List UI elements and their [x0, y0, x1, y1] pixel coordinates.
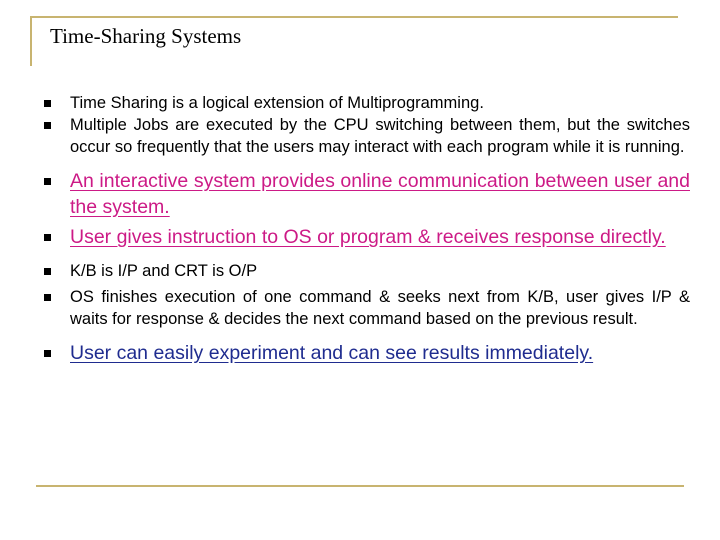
square-bullet-icon	[44, 178, 51, 185]
bullet-item	[44, 340, 690, 366]
bullet-text-highlight: An interactive system provides online communication between user and the system.	[70, 170, 690, 218]
bullet-text: OS finishes execution of one command & seeks next from K/B, user gives I/P & waits for response & decides the next command based on the previous result.	[70, 288, 690, 328]
top-divider-line	[30, 16, 678, 18]
left-divider-line	[30, 16, 32, 66]
bottom-divider-line	[36, 485, 684, 487]
bullet-item	[44, 114, 690, 158]
bullet-text-highlight: User gives instruction to OS or program & receives response directly.	[70, 226, 666, 248]
bullet-text: K/B is I/P and CRT is O/P	[70, 262, 258, 280]
bullet-text: Multiple Jobs are executed by the CPU switching between them, but the switches occur so frequently that the users may interact with each program while it is running.	[70, 116, 690, 156]
bullet-text: Time Sharing is a logical extension of Multiprogramming.	[70, 94, 484, 112]
bullet-item	[44, 168, 690, 220]
slide-title: Time-Sharing Systems	[50, 24, 242, 48]
bullet-text-emphasis: User can easily experiment and can see results immediately.	[70, 342, 594, 364]
square-bullet-icon	[44, 350, 51, 357]
bullet-list	[44, 92, 690, 366]
bullet-item	[44, 260, 690, 282]
square-bullet-icon	[44, 294, 51, 301]
bullet-item	[44, 224, 690, 250]
square-bullet-icon	[44, 122, 51, 129]
bullet-item	[44, 286, 690, 330]
square-bullet-icon	[44, 234, 51, 241]
square-bullet-icon	[44, 268, 51, 275]
bullet-item	[44, 92, 690, 114]
square-bullet-icon	[44, 100, 51, 107]
